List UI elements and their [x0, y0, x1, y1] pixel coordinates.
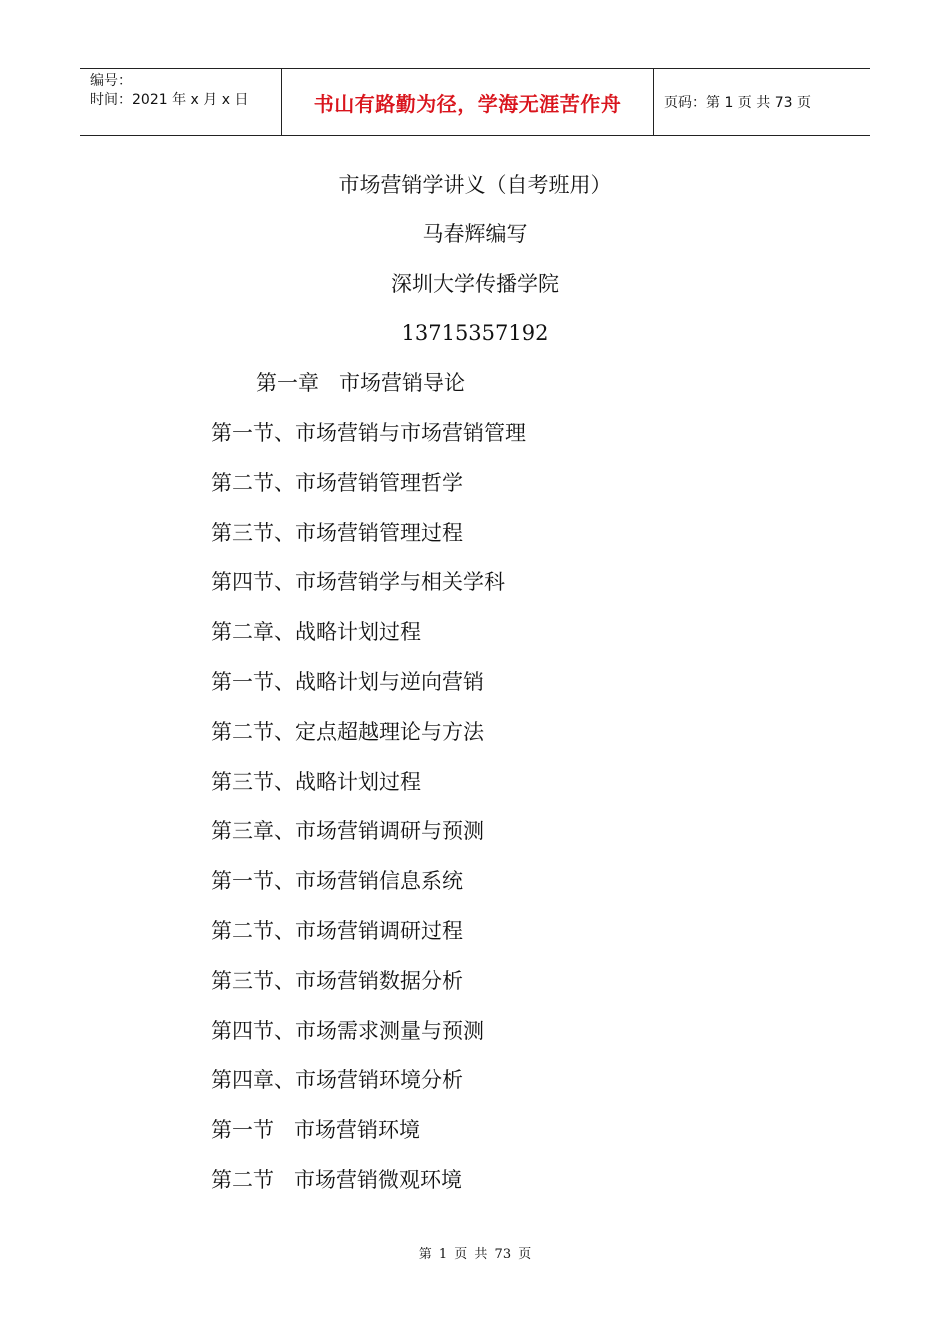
page-header [80, 68, 870, 136]
contact-phone: 13715357192 [401, 321, 549, 345]
document-institution: 深圳大学传播学院 [391, 272, 559, 296]
toc-item: 第二章、战略计划过程 [211, 620, 421, 645]
toc-item: 第三章、市场营销调研与预测 [211, 819, 484, 844]
table-of-contents [211, 419, 526, 1216]
toc-item: 第三节、市场营销管理过程 [211, 520, 463, 545]
document-title: 市场营销学讲义（自考班用） [338, 173, 612, 197]
toc-item: 第四节、市场营销学与相关学科 [211, 570, 505, 595]
toc-item: 第二节 市场营销微观环境 [211, 1167, 463, 1192]
header-page-info: 页码：第 1 页 共 73 页 [664, 95, 811, 111]
header-motto-cell [282, 69, 654, 135]
toc-item: 第四章、市场营销环境分析 [211, 1068, 463, 1093]
toc-item: 第四节、市场需求测量与预测 [211, 1018, 484, 1043]
toc-item: 第二节、市场营销调研过程 [211, 918, 463, 943]
header-motto: 书山有路勤为径，学海无涯苦作舟 [313, 91, 622, 116]
toc-item: 第二节、市场营销管理哲学 [211, 470, 463, 495]
toc-item: 第三节、战略计划过程 [211, 769, 421, 794]
page-footer: 第 1 页 共 73 页 [418, 1247, 532, 1262]
toc-item: 第二节、定点超越理论与方法 [211, 719, 484, 744]
toc-item: 第一节 市场营销环境 [211, 1118, 421, 1143]
toc-item: 第三节、市场营销数据分析 [211, 968, 463, 993]
document-number-label: 编号： [90, 73, 132, 89]
chapter-heading: 第一章 市场营销导论 [256, 371, 466, 395]
header-meta [80, 69, 282, 135]
toc-item: 第一节、战略计划与逆向营销 [211, 669, 484, 694]
document-author: 马春辉编写 [422, 222, 528, 246]
header-page-cell [654, 69, 870, 135]
toc-item: 第一节、市场营销信息系统 [211, 869, 463, 894]
toc-item: 第一节、市场营销与市场营销管理 [211, 421, 526, 445]
document-date: 时间：2021 年 x 月 x 日 [90, 92, 249, 108]
